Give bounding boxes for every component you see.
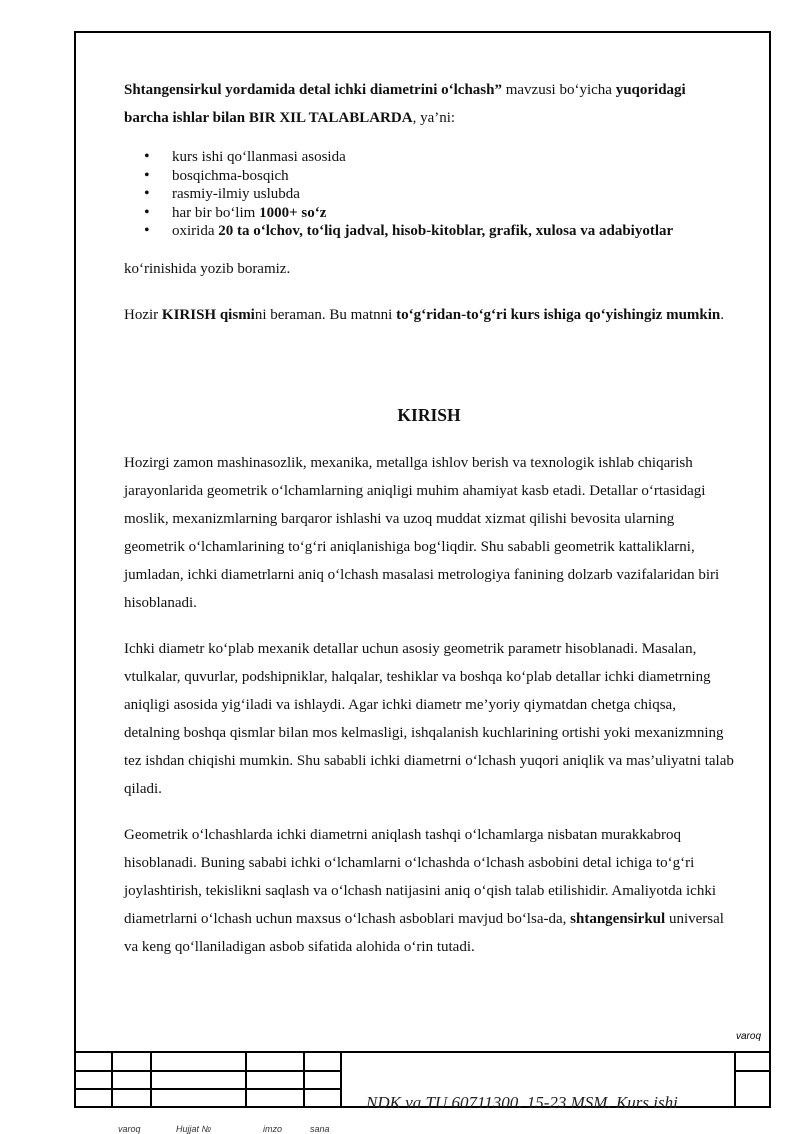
list-item-text: har bir bo‘lim bbox=[172, 204, 260, 221]
paragraph-bold-term: shtangensirkul bbox=[570, 910, 666, 927]
stamp-line bbox=[111, 1051, 113, 1108]
intro-paragraph bbox=[124, 76, 734, 132]
paragraph-text: Geometrik o‘lchashlarda ichki diametrni aniqlash tashqi o‘lchamlarga nisbatan murakkabroq hisoblanadi. Buning sababi ichki o‘lchamlarni o‘lchashda o‘lchash asbobini detal ichiga to‘g‘ri joylashtirish, tekislikni saqlash va o‘lchash natijasini aniq o‘qish talab etilishidir. Amaliyotda ichki diametrlarni o‘lchash uchun maxsus o‘lchash asboblari mavjud bo‘lsa-da, bbox=[124, 826, 716, 927]
stamp-title: NDK va TU 60711300. 15-23 MSM. Kurs ishi bbox=[366, 1093, 678, 1112]
note-bold-instruction: to‘g‘ridan-to‘g‘ri kurs ishiga qo‘yishingiz mumkin bbox=[396, 306, 721, 323]
stamp-line bbox=[74, 1088, 342, 1090]
body-paragraph-1: Hozirgi zamon mashinasozlik, mexanika, metallga ishlov berish va texnologik ishlab chiqarish jarayonlarida geometrik o‘lchamlarning aniqligi muhim ahamiyat kasb etadi. Detallar o‘rtasidagi moslik, mexanizmlarning barqaror ishlashi va uzoq muddat xizmat qilishi bevosita ularning geometrik o‘lchamlarining to‘g‘ri aniqlanishiga bog‘liqdir. Shu sababli geometrik kattaliklarni, jumladan, ichki diametrlarni aniq o‘lchash masalasi metrologiya fanining dolzarb vazifalaridan biri hisoblanadi. bbox=[124, 454, 720, 611]
column-label-varoq: varoq bbox=[118, 1124, 141, 1134]
intro-text: mavzusi bo‘yicha bbox=[501, 82, 616, 98]
list-item-text: bosqichma-bosqich bbox=[172, 167, 289, 184]
body-paragraph-2: Ichki diametr ko‘plab mexanik detallar uchun asosiy geometrik parametr hisoblanadi. Masalan, vtulkalar, quvurlar, podshipniklar, halqalar, teshiklar va boshqa ko‘plab detallar ichki diametrning aniqligi asosida yig‘iladi va ishlaydi. Agar ichki diametr me’yoriy qiymatdan chetga chiqsa, detalning boshqa qismlar bilan mos kelmasligi, ishqalanish kuchlarining ortishi yoki mexanizmning tez ishdan chiqishi mumkin. Shu sababli ichki diametrni o‘lchash yuqori aniqlik va mas’uliyatni talab qiladi. bbox=[124, 640, 734, 797]
list-item-text: rasmiy-ilmiy uslubda bbox=[172, 186, 300, 202]
stamp-line bbox=[303, 1051, 305, 1108]
requirements-list bbox=[124, 148, 734, 241]
document-body bbox=[124, 76, 734, 979]
body-paragraph-3 bbox=[124, 821, 734, 961]
stamp-line bbox=[245, 1051, 247, 1108]
list-item-bold: 1000+ so‘z bbox=[259, 204, 327, 221]
list-item bbox=[124, 204, 734, 223]
intro-bold-topic: Shtangensirkul yordamida detal ichki diametrini o‘lchash” bbox=[124, 82, 502, 98]
list-item bbox=[124, 167, 734, 186]
list-item bbox=[124, 222, 734, 241]
note-text: . bbox=[720, 306, 725, 323]
list-item-text: oxirida bbox=[172, 223, 219, 239]
stamp-line bbox=[734, 1070, 771, 1072]
note-text: Hozir bbox=[124, 306, 162, 323]
stamp-line bbox=[74, 1070, 342, 1072]
kirish-note-paragraph bbox=[124, 301, 734, 329]
list-item-text: kurs ishi qo‘llanmasi asosida bbox=[172, 149, 346, 165]
column-label-imzo: imzo bbox=[263, 1124, 283, 1134]
stamp-line bbox=[734, 1051, 736, 1108]
stamp-line bbox=[74, 1051, 771, 1053]
list-item bbox=[124, 148, 734, 167]
stamp-line bbox=[150, 1051, 152, 1108]
column-label-hujjat: Hujjat № bbox=[176, 1124, 212, 1134]
intro-ending: , ya’ni: bbox=[412, 110, 456, 126]
list-item bbox=[124, 185, 734, 204]
paragraph-text: universal va keng qo‘llaniladigan asbob sifatida alohida o‘rin tutadi. bbox=[124, 910, 724, 955]
stamp-line bbox=[340, 1051, 342, 1108]
intro-bold-requirement: yuqoridagi barcha ishlar bilan BIR XIL TALABLARDA bbox=[124, 82, 686, 126]
list-tail-text: ko‘rinishida yozib boramiz. bbox=[124, 260, 291, 277]
list-item-bold: 20 ta o‘lchov, to‘liq jadval, hisob-kitoblar, grafik, xulosa va adabiyotlar bbox=[218, 223, 674, 239]
sheet-label: varoq bbox=[736, 1031, 762, 1042]
section-title: KIRISH bbox=[397, 404, 461, 425]
note-bold-section: KIRISH qismi bbox=[161, 306, 255, 323]
note-text: ni beraman. Bu matnni bbox=[254, 306, 397, 323]
column-label-sana: sana bbox=[310, 1124, 330, 1134]
